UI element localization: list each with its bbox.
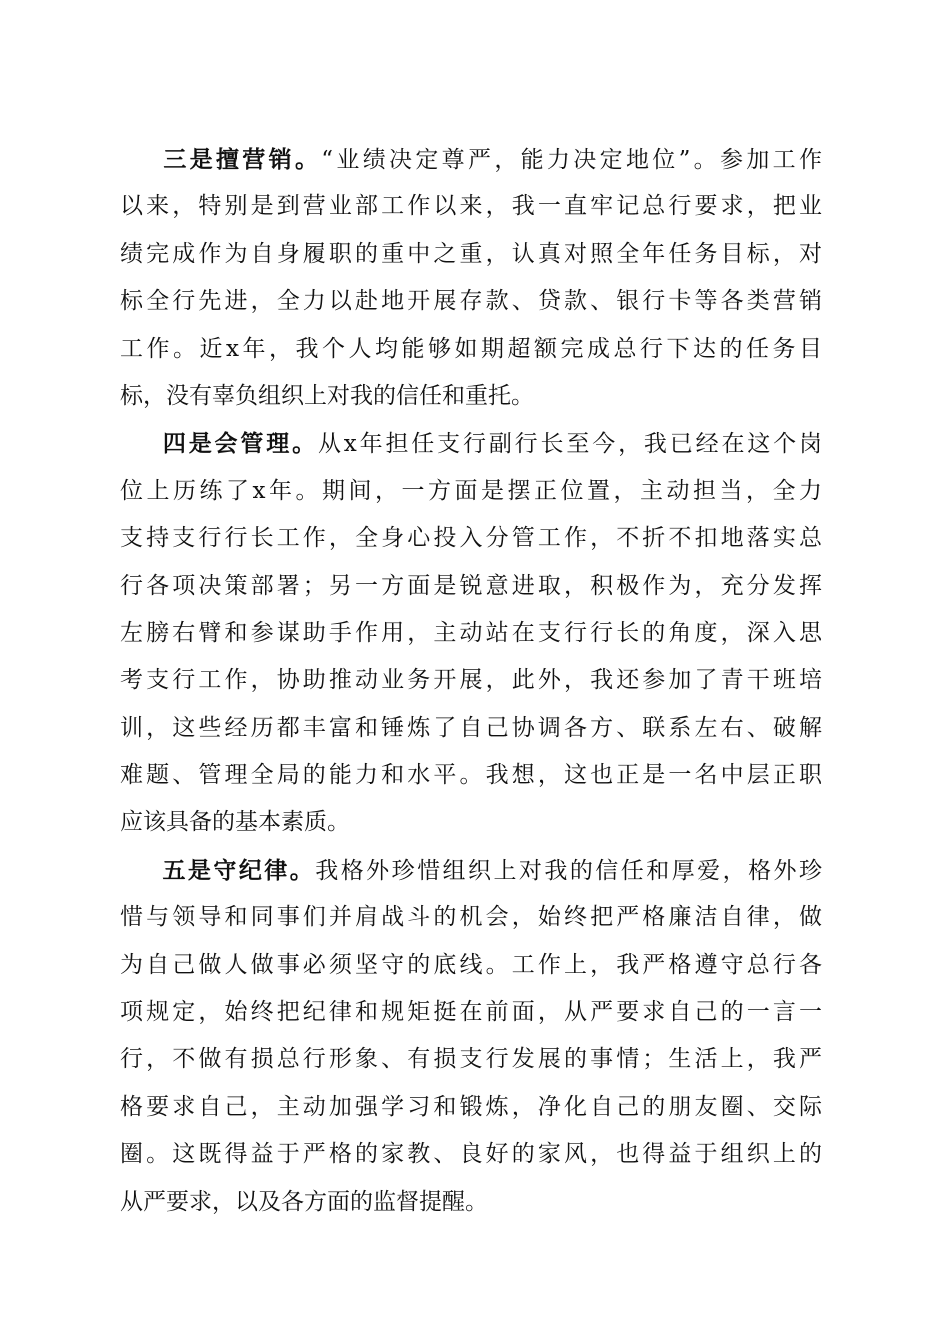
paragraph-line: 行，不做有损总行形象、有损支行发展的事情；生活上，我严 xyxy=(120,1046,822,1073)
paragraph-line: 为自己做人做事必须坚守的底线。工作上，我严格遵守总行各 xyxy=(120,951,822,978)
paragraph-text: 我格外珍惜组织上对我的信任和厚爱，格外珍 xyxy=(315,857,822,884)
document-body xyxy=(120,136,822,1226)
paragraph-line: 从严要求，以及各方面的监督提醒。 xyxy=(120,1188,488,1215)
paragraph-line: 左膀右臂和参谋助手作用，主动站在支行行长的角度，深入思 xyxy=(120,619,822,646)
paragraph-line: 格要求自己，主动加强学习和锻炼，净化自己的朋友圈、交际 xyxy=(120,1093,822,1120)
paragraph-lead-heading: 四是会管理。 xyxy=(160,430,318,458)
paragraph-line: 标，没有辜负组织上对我的信任和重托。 xyxy=(120,382,534,409)
paragraph-line: 支持支行行长工作，全身心投入分管工作，不折不扣地落实总 xyxy=(120,525,822,552)
paragraph-lead-heading: 三是擅营销。 xyxy=(160,146,322,173)
paragraph-line: 圈。这既得益于严格的家教、良好的家风，也得益于组织上的 xyxy=(120,1141,822,1168)
paragraph-text: “业绩决定尊严，能力决定地位”。参加工作 xyxy=(321,147,822,173)
paragraph-line: 标全行先进，全力以赴地开展存款、贷款、银行卡等各类营销 xyxy=(120,288,822,315)
paragraph-line: 应该具备的基本素质。 xyxy=(120,809,350,836)
paragraph-line: 项规定，始终把纪律和规矩挺在前面，从严要求自己的一言一 xyxy=(120,999,822,1026)
paragraph-line xyxy=(120,847,822,894)
paragraph-line: 绩完成作为自身履职的重中之重，认真对照全年任务目标，对 xyxy=(120,240,822,267)
paragraph-line: 以来，特别是到营业部工作以来，我一直牢记总行要求，把业 xyxy=(120,193,822,220)
paragraph-line: 行各项决策部署；另一方面是锐意进取，积极作为，充分发挥 xyxy=(120,572,822,599)
paragraph-line: 考支行工作，协助推动业务开展，此外，我还参加了青干班培 xyxy=(120,667,822,694)
paragraph-line: 工作。近x年，我个人均能够如期超额完成总行下达的任务目 xyxy=(120,335,822,362)
paragraph-line: 惜与领导和同事们并肩战斗的机会，始终把严格廉洁自律，做 xyxy=(120,904,822,931)
paragraph-text: 从x年担任支行副行长至今，我已经在这个岗 xyxy=(317,431,822,458)
paragraph-line xyxy=(120,420,822,467)
paragraph-line: 位上历练了x年。期间，一方面是摆正位置，主动担当，全力 xyxy=(120,477,822,504)
paragraph-line: 训，这些经历都丰富和锤炼了自己协调各方、联系左右、破解 xyxy=(120,714,822,741)
paragraph-line xyxy=(120,136,822,183)
paragraph-lead-heading: 五是守纪律。 xyxy=(160,856,316,884)
paragraph-line: 难题、管理全局的能力和水平。我想，这也正是一名中层正职 xyxy=(120,762,822,789)
